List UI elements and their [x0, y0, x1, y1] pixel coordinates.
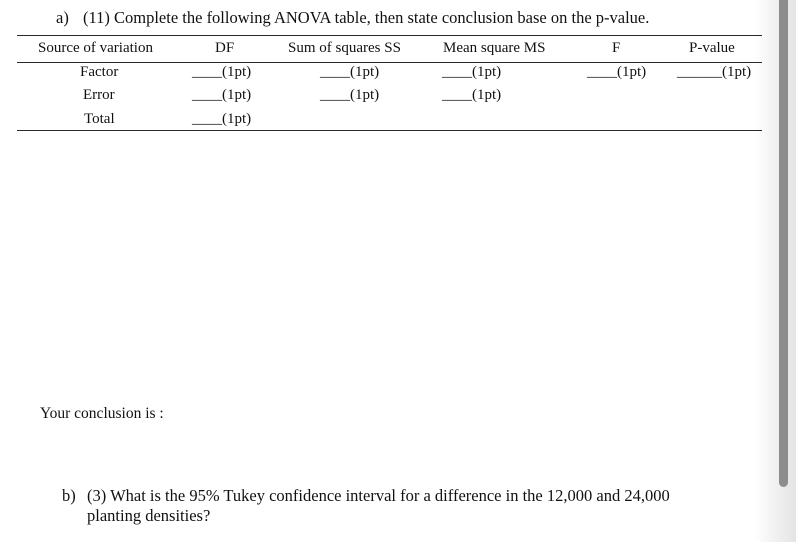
vertical-scrollbar[interactable]: [779, 0, 788, 487]
conclusion-label: Your conclusion is :: [40, 405, 164, 422]
question-a-label: a): [56, 8, 69, 27]
question-b: [62, 486, 762, 526]
row-error-ss-blank[interactable]: ____(1pt): [320, 87, 380, 103]
header-ss: Sum of squares SS: [288, 40, 401, 56]
table-top-rule: [17, 35, 762, 36]
header-ms: Mean square MS: [443, 40, 546, 56]
question-a: [56, 8, 649, 28]
row-total-df-blank[interactable]: ____(1pt): [192, 111, 252, 127]
question-b-line2: planting densities?: [87, 506, 211, 525]
row-error-source: Error: [83, 87, 115, 103]
row-error-df-blank[interactable]: ____(1pt): [192, 87, 252, 103]
header-df: DF: [215, 40, 235, 56]
question-b-line1: (3) What is the 95% Tukey confidence interval for a difference in the 12,000 and 24,000: [87, 486, 670, 505]
row-factor-ms-blank[interactable]: ____(1pt): [442, 64, 502, 80]
row-factor-ss-blank[interactable]: ____(1pt): [320, 64, 380, 80]
table-header-rule: [17, 62, 762, 63]
question-b-label: b): [62, 486, 76, 505]
row-total-source: Total: [84, 111, 115, 127]
header-f: F: [612, 40, 621, 56]
row-factor-p-blank[interactable]: ______(1pt): [677, 64, 752, 80]
page-edge-shadow: [754, 0, 796, 542]
question-a-text: (11) Complete the following ANOVA table, then state conclusion base on the p-value.: [83, 8, 650, 27]
row-factor-source: Factor: [80, 64, 119, 80]
table-bottom-rule: [17, 130, 762, 131]
row-factor-df-blank[interactable]: ____(1pt): [192, 64, 252, 80]
row-factor-f-blank[interactable]: ____(1pt): [587, 64, 647, 80]
row-error-ms-blank[interactable]: ____(1pt): [442, 87, 502, 103]
header-p-value: P-value: [689, 40, 735, 56]
header-source: Source of variation: [38, 40, 153, 56]
